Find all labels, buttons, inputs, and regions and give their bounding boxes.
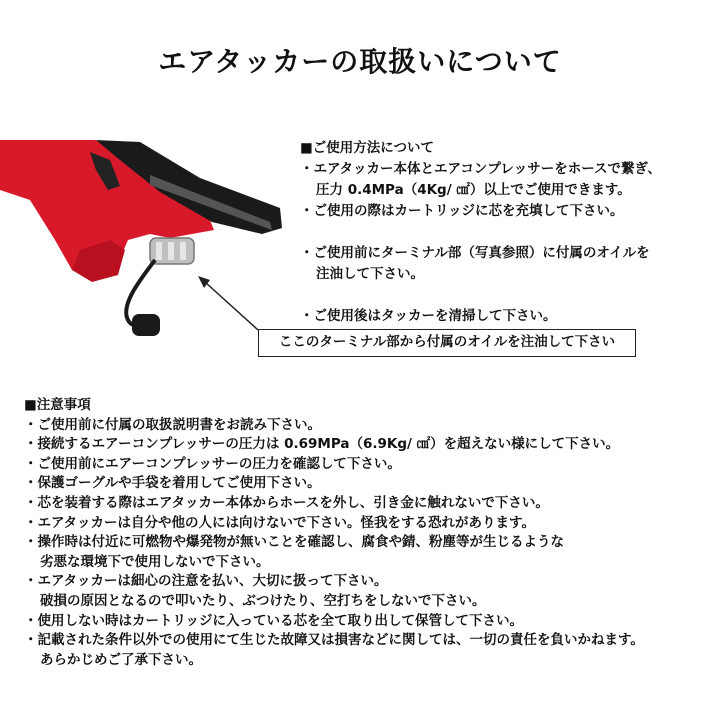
usage-item: 圧力 0.4MPa（4Kg/ ㎠）以上でご使用できます。 <box>316 182 631 198</box>
caution-item: 劣悪な環境下で使用しないで下さい。 <box>40 553 270 570</box>
caution-item: ・使用しない時はカートリッジに入っている芯を全て取り出して保管して下さい。 <box>24 612 523 629</box>
caution-item: あらかじめご了承下さい。 <box>40 651 202 668</box>
caution-item: ・接続するエアーコンプレッサーの圧力は 0.69MPa（6.9Kg/ ㎠）を超えない様にして下さい。 <box>24 436 620 453</box>
usage-heading: ■ご使用方法について <box>300 140 434 156</box>
usage-item: ・ご使用の際はカートリッジに芯を充填して下さい。 <box>300 203 624 219</box>
air-tacker-photo <box>0 130 300 350</box>
caution-item: ・操作時は付近に可燃物や爆発物が無いことを確認し、腐食や錆、粉塵等が生じるような <box>24 534 564 551</box>
caution-heading: ■注意事項 <box>24 397 91 413</box>
caution-item: ・ご使用前に付属の取扱説明書をお読み下さい。 <box>24 416 321 433</box>
usage-section <box>300 138 710 327</box>
page-title: エアタッカーの取扱いについて <box>158 45 562 78</box>
caution-item: ・エアタッカーは細心の注意を払い、大切に扱って下さい。 <box>24 573 388 590</box>
usage-item: 注油して下さい。 <box>316 266 424 282</box>
caution-item: ・芯を装着する際はエアタッカー本体からホースを外し、引き金に触れないで下さい。 <box>24 494 549 511</box>
terminal-callout: ここのターミナル部から付属のオイルを注油して下さい <box>258 329 636 357</box>
caution-item: ・ご使用前にエアーコンプレッサーの圧力を確認して下さい。 <box>24 455 401 472</box>
caution-item: ・記載された条件以外での使用にて生じた故障又は損害などに関しては、一切の責任を負いかねます。 <box>24 632 644 649</box>
caution-item: ・保護ゴーグルや手袋を着用してご使用下さい。 <box>24 475 321 492</box>
usage-item: ・ご使用後はタッカーを清掃して下さい。 <box>300 308 557 324</box>
caution-item: 破損の原因となるので叩いたり、ぶつけたり、空打ちをしないで下さい。 <box>40 592 486 609</box>
caution-section <box>24 396 704 670</box>
caution-item: ・エアタッカーは自分や他の人には向けないで下さい。怪我をする恐れがあります。 <box>24 514 535 531</box>
usage-item: ・エアタッカー本体とエアコンプレッサーをホースで繋ぎ、 <box>300 161 661 177</box>
usage-item: ・ご使用前にターミナル部（写真参照）に付属のオイルを <box>300 245 650 261</box>
